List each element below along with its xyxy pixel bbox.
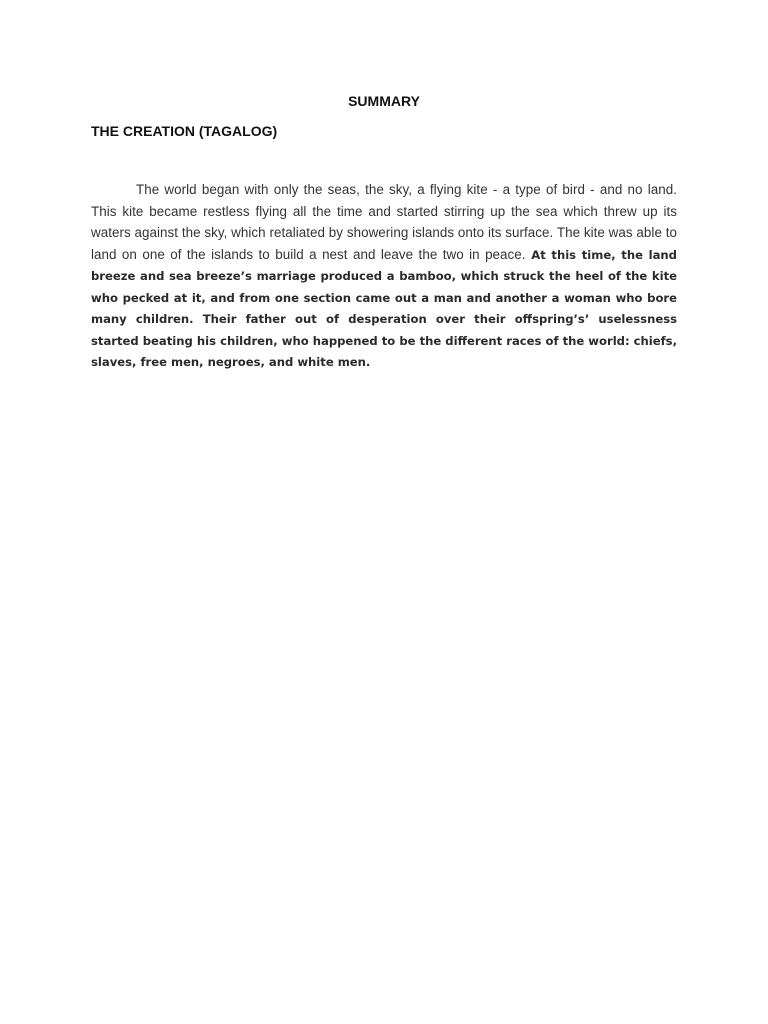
paragraph-bold-text: At this time, the land breeze and sea breeze’s marriage produced a bamboo, which struck the heel of the kite who pecked at it, and from one section came out a man and another a woman who bore many children. Their father out of desperation over their offspring’s’ uselessness started beating his children, who happened to be the different races of the world: chiefs, slaves, free men, negroes, and white men. [91, 247, 677, 369]
story-heading: THE CREATION (TAGALOG) [91, 123, 278, 139]
paragraph-regular-text: The world began with only the seas, the sky, a flying kite - a type of bird - and no land. This kite became restless flying all the time and started stirring up the sea which threw up its waters against the sky, which retaliated by showering islands onto its surface. The kite was able to land on one of the islands to build a nest and leave the two in peace. [91, 182, 677, 262]
document-title: SUMMARY [348, 93, 420, 109]
summary-paragraph [91, 179, 677, 374]
